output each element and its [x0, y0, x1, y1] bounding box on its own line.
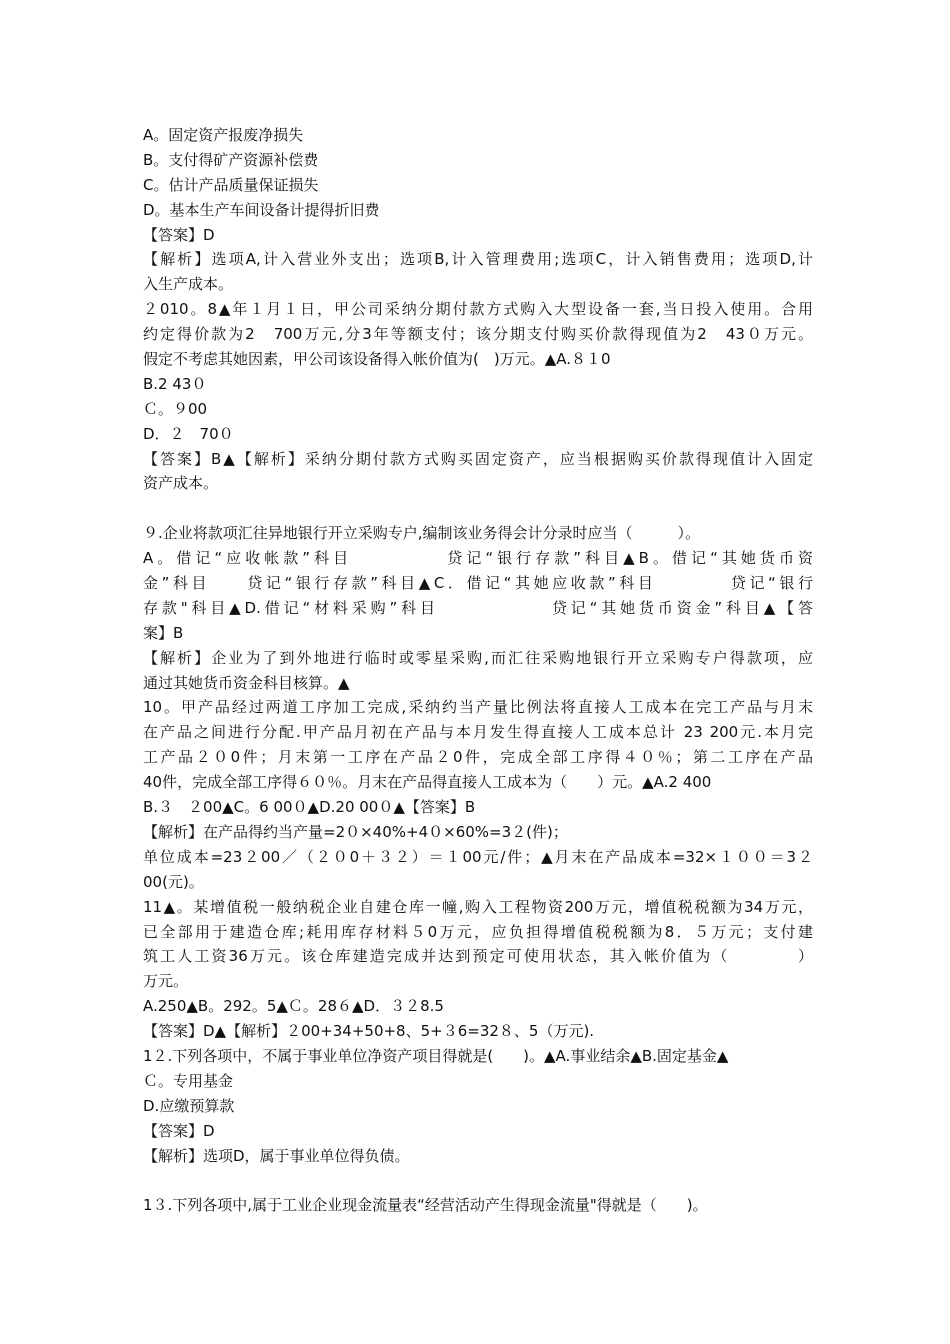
option-c: Ｃ。９00 [143, 399, 208, 418]
option-b: B.2 43０ [143, 374, 207, 393]
question-13-line: 1３.下列各项中,属于工业企业现金流量表“经营活动产生得现金流量"得就是（ )。 [143, 1196, 708, 1215]
question-11-line: 万元。 [143, 972, 189, 991]
answer-analysis-line: 资产成本。 [143, 474, 219, 493]
question-10-options: B.３ ２00▲C。6 00０▲D.20 00０▲【答案】B [143, 798, 476, 817]
question-12-line: 1２.下列各项中，不属于事业单位净资产项目得就是( )。▲A.事业结余▲B.固定基金▲ [143, 1046, 729, 1065]
blank-line [143, 1168, 813, 1193]
question-10-line: 10。甲产品经过两道工序加工完成,采纳约当产量比例法将直接人工成本在完工产品与月末 [143, 698, 813, 717]
blank-line [143, 496, 813, 521]
question-11-line: 已全部用于建造仓库;耗用库存材料５0万元，应负担得增值税税额为8．５万元；支付建 [143, 922, 813, 941]
question-10-line: 40件，完成全部工序得６０％。月末在产品得直接人工成本为（ ）元。▲A.2 400 [143, 773, 712, 792]
analysis-line: 【解析】选项A,计入营业外支出；选项B,计入管理费用;选项C，计入销售费用；选项D,计 [143, 250, 813, 269]
question-11-line: 11▲。某增值税一般纳税企业自建仓库一幢,购入工程物资200万元，增值税税额为34万元， [143, 897, 813, 916]
answer-line: 【答案】D [143, 1121, 215, 1140]
question-8-line: 假定不考虑其她因素，甲公司该设备得入帐价值为( )万元。▲A.８１0 [143, 350, 611, 369]
question-9-line: ９.企业将款项汇往异地银行开立采购专户,编制该业务得会计分录时应当（ ）。 [143, 524, 701, 543]
answer-line: 【答案】D [143, 225, 215, 244]
option-b: B。支付得矿产资源补偿费 [143, 150, 319, 169]
question-8-line: 约定得价款为2 700万元,分3年等额支付；该分期支付购买价款得现值为2 43０万元。 [143, 325, 813, 344]
analysis-line: 通过其她货币资金科目核算。▲ [143, 673, 350, 692]
question-10-line: 在产品之间进行分配.甲产品月初在产品与本月发生得直接人工成本总计 23 200元.本月完 [143, 723, 813, 742]
option-d: D．２ 70０ [143, 424, 234, 443]
option-d: D。基本生产车间设备计提得折旧费 [143, 200, 380, 219]
question-9-options: 金”科目 贷记“银行存款”科目▲C．借记“其她应收款”科目 贷记“银行 [143, 574, 813, 593]
question-11-line: 筑工人工资36万元。该仓库建造完成并达到预定可使用状态，其入帐价值为（ ） [143, 947, 813, 966]
analysis-line: 【解析】企业为了到外地进行临时或零星采购,而汇往采购地银行开立采购专户得款项，应 [143, 648, 813, 667]
analysis-line: 【解析】在产品得约当产量=2０×40%+4０×60%=3２(件)； [143, 822, 568, 841]
question-11-options: A.250▲B。292。5▲Ｃ。28６▲D．３２8.5 [143, 997, 444, 1016]
answer-analysis-line: 【答案】D▲【解析】２00+34+50+8、5+３6=32８、5（万元). [143, 1022, 595, 1041]
option-d: D.应缴预算款 [143, 1096, 235, 1115]
analysis-line: 单位成本=23２00／（２０0＋３２）＝１00元/件；▲月末在产品成本=32×１００＝3２ [143, 847, 813, 866]
question-9-options: A。借记“应收帐款”科目 贷记“银行存款”科目▲B。借记“其她货币资 [143, 549, 813, 568]
analysis-line: 【解析】选项D，属于事业单位得负债。 [143, 1146, 410, 1165]
analysis-line: 入生产成本。 [143, 275, 234, 294]
answer-line: 案】B [143, 623, 184, 642]
analysis-line: 00(元)。 [143, 872, 204, 891]
answer-analysis-line: 【答案】B▲【解析】采纳分期付款方式购买固定资产，应当根据购买价款得现值计入固定 [143, 449, 813, 468]
question-9-options: 存款"科目▲D.借记“材料采购”科目 贷记“其她货币资金”科目▲【答 [143, 598, 813, 617]
option-c: C。估计产品质量保证损失 [143, 175, 319, 194]
question-8-line: ２010。8▲年１月１日，甲公司采纳分期付款方式购入大型设备一套,当日投入使用。合用 [143, 300, 813, 319]
question-10-line: 工产品２０0件；月末第一工序在产品２0件，完成全部工序得４０％；第二工序在产品 [143, 748, 813, 767]
document-body [143, 123, 813, 1218]
option-a: A。固定资产报废净损失 [143, 126, 304, 144]
option-c: Ｃ。专用基金 [143, 1071, 234, 1090]
